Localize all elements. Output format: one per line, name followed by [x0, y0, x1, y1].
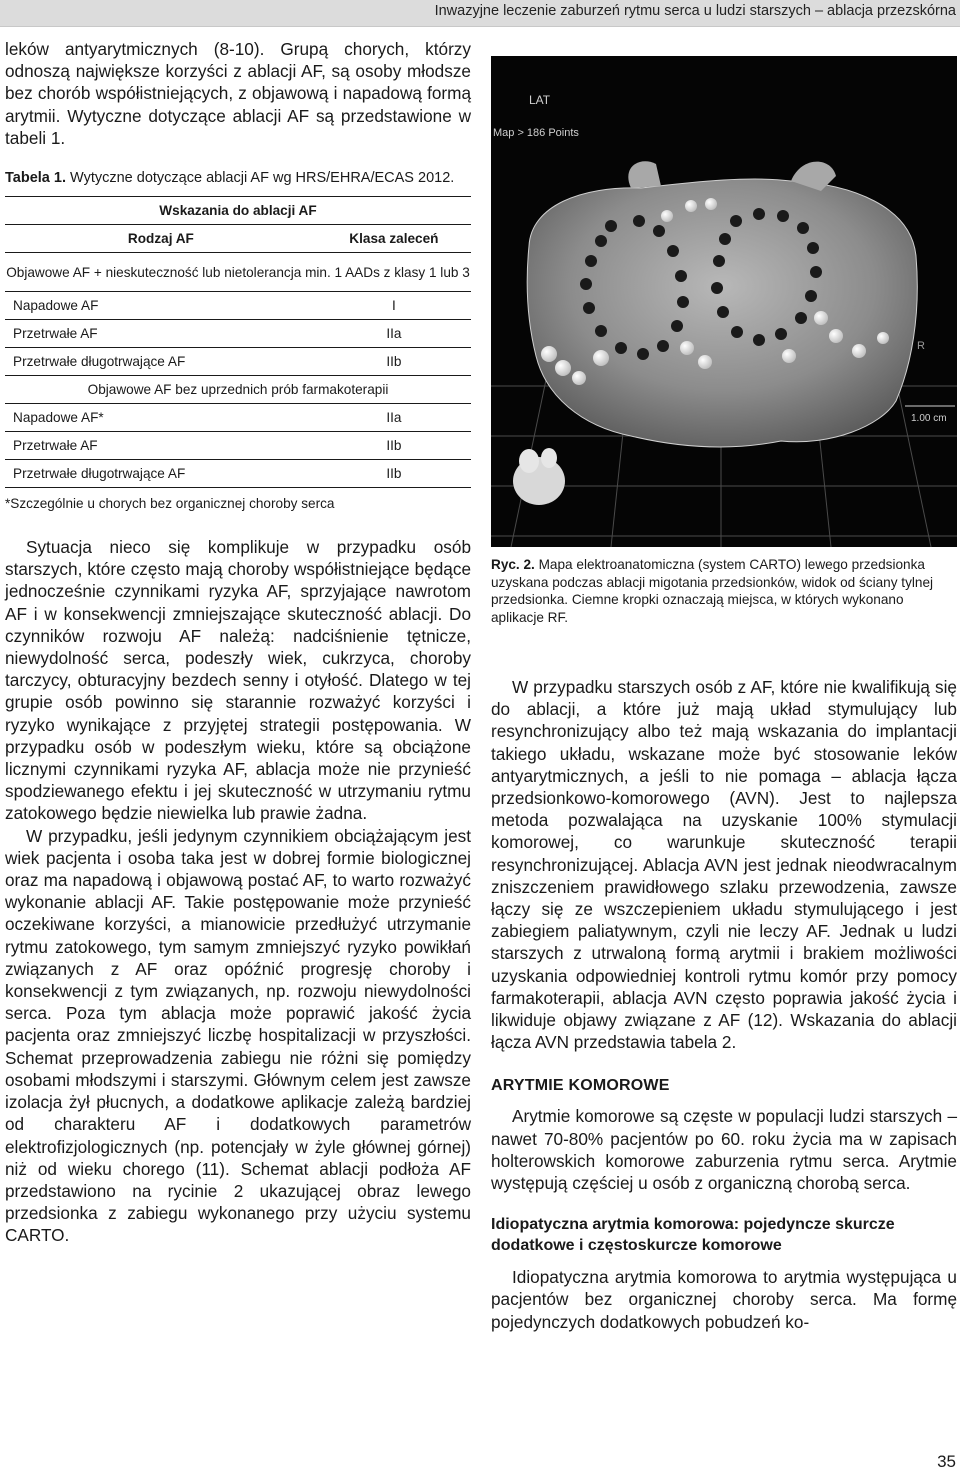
table-row	[5, 320, 471, 348]
subsection-heading: Idiopatyczna arytmia komorowa: pojedyncze skurcze dodatkowe i częstoskurcze komorowe	[491, 1216, 895, 1255]
table-row	[5, 404, 471, 432]
right-column	[491, 676, 957, 1333]
paragraph-avn: W przypadku starszych osób z AF, które nie kwalifikują się do ablacji, a które już mają układ stymulujący lub resynchronizujący albo też mają wskazania do implantacji takiego układu, wskazane może być stosowanie leków antyarytmicznych, a jeśli to nie pomaga – ablacja łącza przedsionkowo-komorowego (AVN). Jest to najlepsza metoda pozwalająca na uzyskanie 100% stymulacji komorowej, co warunkuje skuteczność terapii resynchronizującej. Ablacja AVN jest jednak nieodwracalnym zniszczeniem prawidłowego szlaku przewodzenia, zawsze łączy się ze wszczepieniem układu stymulującego i jest zabiegiem paliatywnym, czyli nie leczy AF. Jednak u ludzi starszych z utrwaloną formą arytmii i brakiem możliwości uzyskania odpowiedniej kontroli rytmu komór przy pomocy farmakoterapii, ablacja AVN często poprawia jakość życia i likwiduje objawy związane z AF (12). Wskazania do ablacji łącza AVN przedstawia tabela 2.	[491, 677, 957, 1053]
heart-orientation-icon	[513, 448, 565, 505]
row-class: IIa	[317, 320, 471, 348]
carto-map-figure	[491, 56, 957, 547]
table-group-1: Objawowe AF + nieskuteczność lub nietolerancja min. 1 AADs z klasy 1 lub 3	[5, 253, 471, 292]
carto-map-image	[491, 56, 957, 547]
row-type: Przetrwałe długotrwające AF	[5, 348, 317, 376]
table-caption-text: Wytyczne dotyczące ablacji AF wg HRS/EHRA/ECAS 2012.	[70, 170, 455, 187]
table-group-2: Objawowe AF bez uprzednich prób farmakoterapii	[5, 376, 471, 404]
row-class: IIb	[317, 432, 471, 460]
row-class: IIb	[317, 348, 471, 376]
r-label: R	[917, 340, 925, 352]
paragraph-age: W przypadku, jeśli jedynym czynnikiem obciążającym jest wiek pacjenta i osoba taka jest w dobrej formie biologicznej oraz ma napadową i objawową postać AF, to warto rozważyć wykonanie ablacji AF. Takie postępowanie może przynieść oczekiwane korzyści, a mianowicie przedłużyć utrzymanie rytmu zatokowego, tym samym zmniejszyć ryzyko powikłań związanych z AF oraz opóźnić progresję choroby i konsekwencji z tym związanych, np. rozwoju niewydolności serca. Poza tym ablacja może poprawić jakość życia pacjenta oraz zmniejszyć liczbę hospitalizacji w przyszłości. Schemat przeprowadzenia zabiegu nie różni się pomiędzy osobami młodszymi i starszymi. Głównym celem jest zawsze izolacja żył płucnych, a dodatkowe aplikacje zależą bardziej od charakteru AF i dodatkowych parametrów elektrofizjologicznych (np. potencjały w żyle głównej górnej) niż od wieku chorego (11). Schemat ablacji podłoża AF przedstawiono na rycinie 2 ukazującej obraz lewego przedsionka z zabiegu wykonanego przy użyciu systemu CARTO.	[5, 825, 471, 1246]
intro-paragraph: leków antyarytmicznych (8-10). Grupą chorych, którzy odnoszą największe korzyści z ablacji AF, są osoby młodsze bez chorób współistniejących, z objawową i napadową formą arytmii. Wytyczne dotyczące ablacji AF są przedstawione w tabeli 1.	[5, 39, 471, 148]
paragraph-idiopathic: Idiopatyczna arytmia komorowa to arytmia występująca u pacjentów bez organicznej choroby serca. Ma formę pojedynczych dodatkowych pobudzeń ko-	[491, 1267, 957, 1332]
left-column	[5, 38, 471, 1247]
table-caption	[5, 168, 471, 188]
figure-caption	[491, 556, 957, 626]
row-type: Napadowe AF	[5, 292, 317, 320]
row-type: Napadowe AF*	[5, 404, 317, 432]
running-title: Inwazyjne leczenie zaburzeń rytmu serca u ludzi starszych – ablacja przezskórna	[434, 3, 956, 19]
row-class: I	[317, 292, 471, 320]
table-row	[5, 432, 471, 460]
row-type: Przetrwałe AF	[5, 432, 317, 460]
figure-caption-label: Ryc. 2.	[491, 557, 535, 572]
table-row	[5, 460, 471, 488]
table-row	[5, 348, 471, 376]
page-number: 35	[937, 1452, 956, 1471]
col-header-class: Klasa zaleceń	[317, 225, 471, 253]
row-class: IIa	[317, 404, 471, 432]
indications-table	[5, 196, 471, 488]
table-footnote: *Szczególnie u chorych bez organicznej choroby serca	[5, 496, 335, 512]
paragraph-elderly: Sytuacja nieco się komplikuje w przypadku osób starszych, które często mają choroby współistniejące będące jednocześnie czynnikami ryzyka AF, sprzyjające nawrotom AF i w konsekwencji zmniejszające skuteczność ablacji. Do czynników rozwoju AF należą: nadciśnienie tętnicze, niewydolność serca, podeszły wiek, cukrzyca, choroby tarczycy, obturacyjny bezdech senny i otyłość. Dlatego w tej grupie osób powinno się starannie rozważyć korzyści i ryzyko wynikające z przyjętej strategii postępowania. W przypadku osób w podeszłym wieku, które są obciążone licznymi czynnikami ryzyka AF, ablacja może nie przynieść spodziewanego efektu i jej skuteczność w utrzymaniu rytmu zatokowego będzie niewielka lub prawie żadna.	[5, 537, 471, 824]
row-class: IIb	[317, 460, 471, 488]
table-caption-label: Tabela 1.	[5, 170, 66, 187]
map-points-label: Map > 186 Points	[493, 127, 579, 139]
lat-label: LAT	[529, 93, 551, 107]
table-row	[5, 292, 471, 320]
paragraph-ventricular: Arytmie komorowe są częste w populacji ludzi starszych – nawet 70-80% pacjentów po 60. roku życia ma w zapisach holterowskich komorowe zaburzenia rytmu serca. Arytmie występują częściej u osób z organiczną chorobą serca.	[491, 1106, 957, 1194]
scale-label: 1.00 cm	[911, 413, 947, 424]
row-type: Przetrwałe AF	[5, 320, 317, 348]
row-type: Przetrwałe długotrwające AF	[5, 460, 317, 488]
section-heading: ARYTMIE KOMOROWE	[491, 1077, 670, 1095]
running-header	[0, 0, 960, 27]
figure-caption-text: Mapa elektroanatomiczna (system CARTO) lewego przedsionka uzyskana podczas ablacji migotania przedsionków, widok od ściany tylnej przedsionka. Ciemne kropki oznaczają miejsca, w których wykonano aplikacje RF.	[491, 557, 934, 625]
col-header-type: Rodzaj AF	[5, 225, 317, 253]
table-title: Wskazania do ablacji AF	[5, 197, 471, 225]
